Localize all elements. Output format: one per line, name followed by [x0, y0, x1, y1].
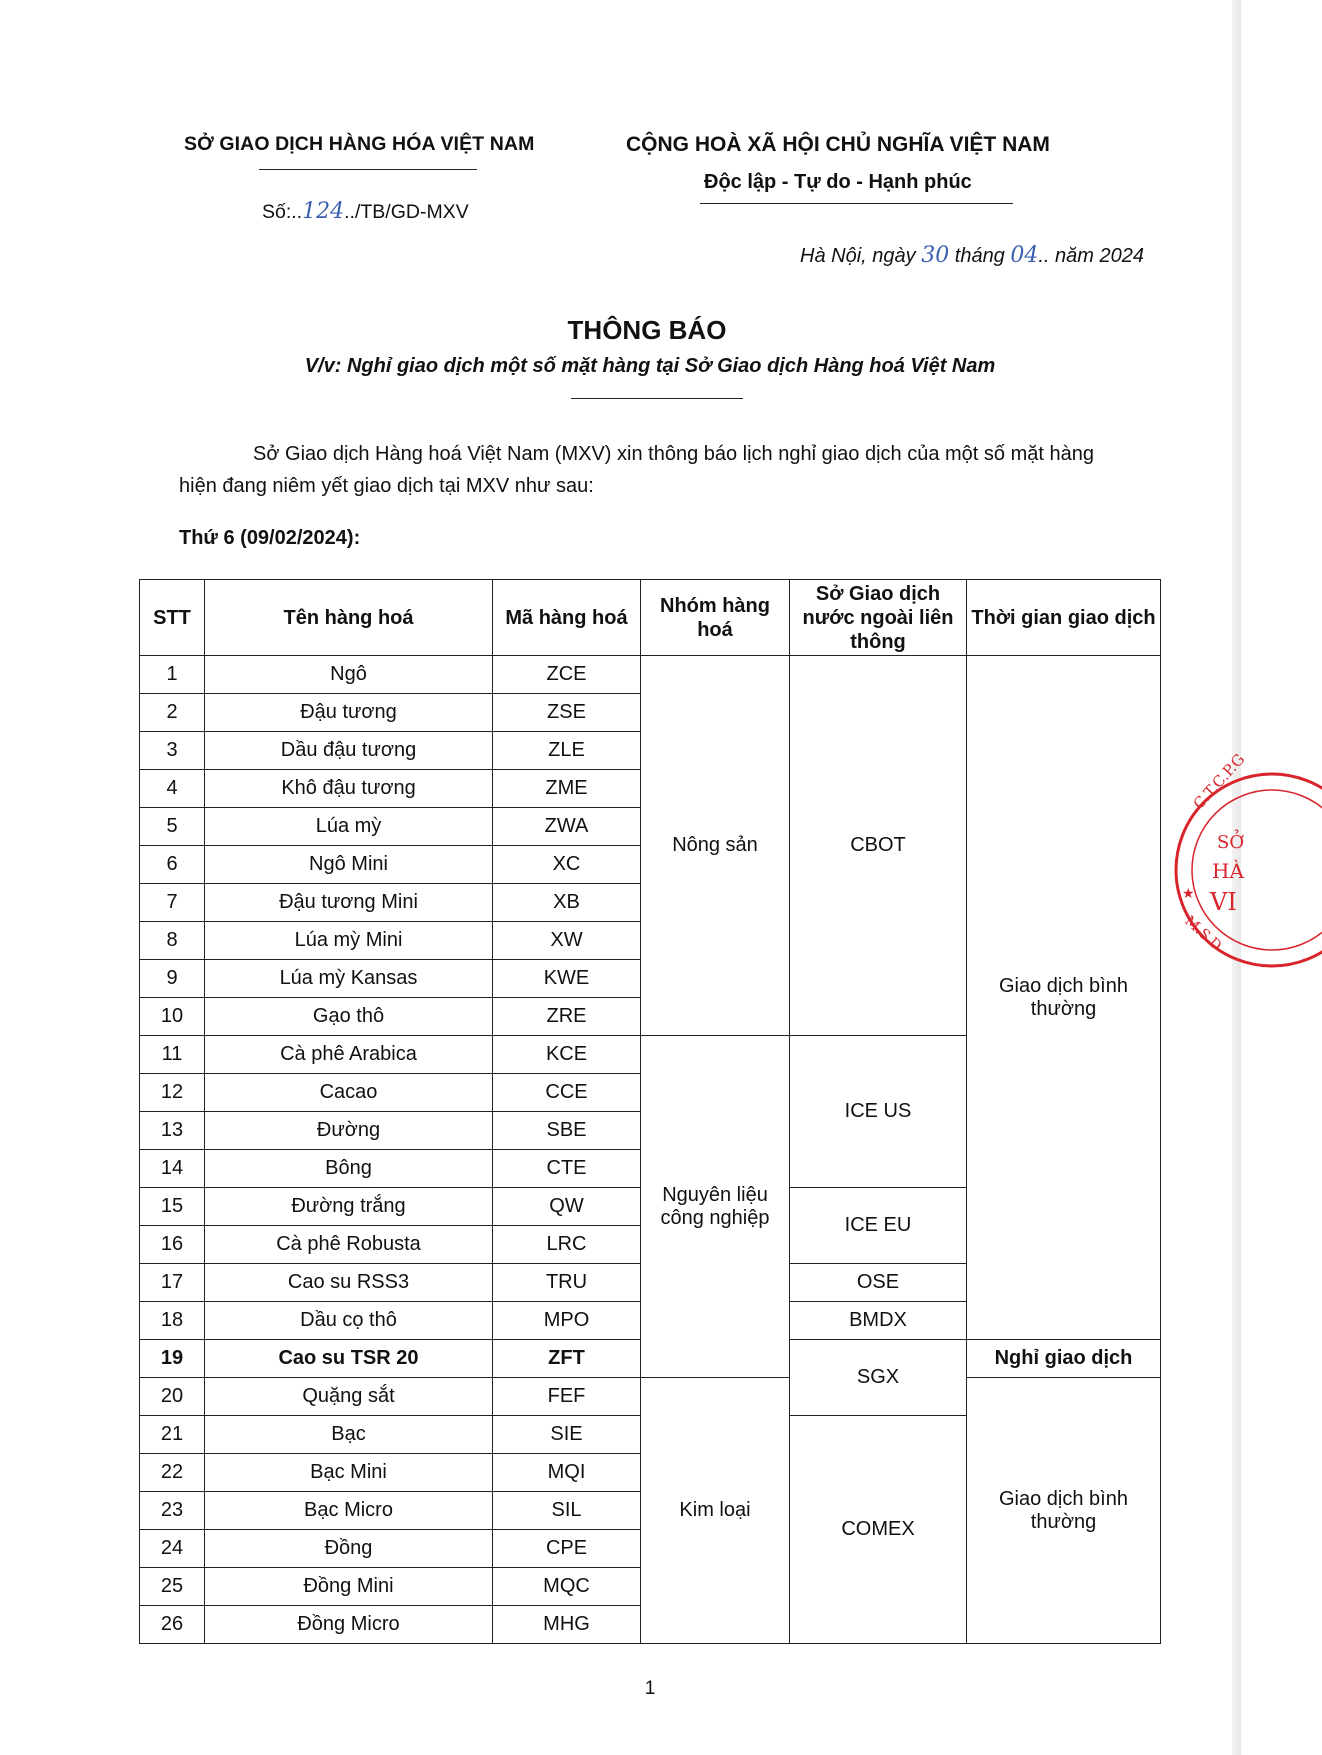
- cell-name: Bông: [205, 1150, 493, 1188]
- table-row: [140, 1378, 1161, 1416]
- cell-stt: 11: [140, 1036, 205, 1074]
- cell-group-metals: Kim loại: [641, 1378, 790, 1644]
- cell-code: SIL: [493, 1492, 641, 1530]
- cell-exchange-cbot: CBOT: [790, 656, 967, 1036]
- cell-name: Gạo thô: [205, 998, 493, 1036]
- cell-code: TRU: [493, 1264, 641, 1302]
- cell-name: Cao su TSR 20: [205, 1340, 493, 1378]
- header-trading-time: Thời gian giao dịch: [967, 580, 1161, 656]
- cell-stt: 14: [140, 1150, 205, 1188]
- cell-code: QW: [493, 1188, 641, 1226]
- cell-exchange-bmdx: BMDX: [790, 1302, 967, 1340]
- cell-name: Cacao: [205, 1074, 493, 1112]
- cell-name: Cà phê Arabica: [205, 1036, 493, 1074]
- document-subject: V/v: Nghỉ giao dịch một số mặt hàng tại Sở Giao dịch Hàng hoá Việt Nam: [304, 355, 996, 377]
- cell-code: CTE: [493, 1150, 641, 1188]
- cell-code: ZCE: [493, 656, 641, 694]
- cell-stt: 13: [140, 1112, 205, 1150]
- cell-name: Ngô Mini: [205, 846, 493, 884]
- cell-name: Đậu tương Mini: [205, 884, 493, 922]
- date-month-handwritten: 04: [1010, 243, 1039, 268]
- country-name: CỘNG HOÀ XÃ HỘI CHỦ NGHĨA VIỆT NAM: [626, 133, 1050, 156]
- cell-exchange-comex: COMEX: [790, 1416, 967, 1644]
- cell-name: Cao su RSS3: [205, 1264, 493, 1302]
- cell-code: ZME: [493, 770, 641, 808]
- doc-number-suffix: ../TB/GD-MXV: [344, 201, 469, 223]
- cell-code: SBE: [493, 1112, 641, 1150]
- cell-exchange-ose: OSE: [790, 1264, 967, 1302]
- cell-stt: 8: [140, 922, 205, 960]
- cell-name: Dầu cọ thô: [205, 1302, 493, 1340]
- seal-text-bottom: M.S.D: [1181, 913, 1225, 955]
- cell-code: MPO: [493, 1302, 641, 1340]
- organization-name: SỞ GIAO DỊCH HÀNG HÓA VIỆT NAM: [184, 133, 535, 155]
- cell-exchange-ice-eu: ICE EU: [790, 1188, 967, 1264]
- cell-stt: 4: [140, 770, 205, 808]
- cell-name: Lúa mỳ: [205, 808, 493, 846]
- cell-name: Đường trắng: [205, 1188, 493, 1226]
- cell-code: KWE: [493, 960, 641, 998]
- cell-name: Lúa mỳ Kansas: [205, 960, 493, 998]
- cell-name: Đậu tương: [205, 694, 493, 732]
- seal-text-line2: HÀ: [1212, 859, 1244, 883]
- cell-code: ZRE: [493, 998, 641, 1036]
- seal-text-top: C.T.C.P.G: [1189, 750, 1249, 813]
- cell-stt: 20: [140, 1378, 205, 1416]
- cell-code: SIE: [493, 1416, 641, 1454]
- cell-name: Đồng Micro: [205, 1606, 493, 1644]
- cell-stt: 12: [140, 1074, 205, 1112]
- page-number: 1: [644, 1678, 656, 1699]
- section-heading: Thứ 6 (09/02/2024):: [179, 527, 361, 549]
- cell-name: Dầu đậu tương: [205, 732, 493, 770]
- cell-stt: 21: [140, 1416, 205, 1454]
- cell-stt: 15: [140, 1188, 205, 1226]
- cell-code: XB: [493, 884, 641, 922]
- cell-code: CPE: [493, 1530, 641, 1568]
- header-stt: STT: [140, 580, 205, 656]
- header-group: Nhóm hàng hoá: [641, 580, 790, 656]
- cell-trading-normal-1: Giao dịch bình thường: [967, 656, 1161, 1340]
- table-row: [140, 656, 1161, 694]
- cell-code: MQI: [493, 1454, 641, 1492]
- cell-name: Lúa mỳ Mini: [205, 922, 493, 960]
- cell-name: Quặng sắt: [205, 1378, 493, 1416]
- cell-code: ZLE: [493, 732, 641, 770]
- cell-code: FEF: [493, 1378, 641, 1416]
- date-middle: tháng: [949, 245, 1011, 267]
- cell-stt: 17: [140, 1264, 205, 1302]
- header-name: Tên hàng hoá: [205, 580, 493, 656]
- cell-stt: 2: [140, 694, 205, 732]
- cell-exchange-ice-us: ICE US: [790, 1036, 967, 1188]
- cell-exchange-sgx: SGX: [790, 1340, 967, 1416]
- cell-name: Khô đậu tương: [205, 770, 493, 808]
- cell-stt: 19: [140, 1340, 205, 1378]
- cell-name: Bạc Micro: [205, 1492, 493, 1530]
- cell-stt: 10: [140, 998, 205, 1036]
- cell-code: MQC: [493, 1568, 641, 1606]
- organization-underline: [259, 169, 477, 170]
- cell-stt: 22: [140, 1454, 205, 1492]
- cell-stt: 5: [140, 808, 205, 846]
- cell-code: XC: [493, 846, 641, 884]
- cell-name: Bạc Mini: [205, 1454, 493, 1492]
- cell-stt: 24: [140, 1530, 205, 1568]
- cell-code: MHG: [493, 1606, 641, 1644]
- header-exchange: Sở Giao dịch nước ngoài liên thông: [790, 580, 967, 656]
- cell-stt: 6: [140, 846, 205, 884]
- cell-stt: 1: [140, 656, 205, 694]
- cell-code: CCE: [493, 1074, 641, 1112]
- cell-stt: 18: [140, 1302, 205, 1340]
- cell-code: ZFT: [493, 1340, 641, 1378]
- cell-code: ZSE: [493, 694, 641, 732]
- document-title: THÔNG BÁO: [567, 315, 727, 345]
- cell-stt: 23: [140, 1492, 205, 1530]
- company-seal: [1162, 750, 1322, 970]
- cell-trading-normal-2: Giao dịch bình thường: [967, 1378, 1161, 1644]
- cell-group-agri: Nông sản: [641, 656, 790, 1036]
- cell-code: KCE: [493, 1036, 641, 1074]
- national-motto: Độc lập - Tự do - Hạnh phúc: [704, 171, 972, 193]
- cell-stt: 25: [140, 1568, 205, 1606]
- cell-stt: 3: [140, 732, 205, 770]
- subject-underline: [571, 398, 743, 399]
- motto-underline: [700, 203, 1013, 204]
- cell-name: Ngô: [205, 656, 493, 694]
- trading-schedule-table: [139, 579, 1161, 1644]
- cell-stt: 26: [140, 1606, 205, 1644]
- intro-paragraph: Sở Giao dịch Hàng hoá Việt Nam (MXV) xin thông báo lịch nghỉ giao dịch của một số mặt hàng hiện đang niêm yết giao dịch tại MXV như sau:: [179, 443, 1094, 497]
- cell-name: Đồng Mini: [205, 1568, 493, 1606]
- cell-name: Đường: [205, 1112, 493, 1150]
- cell-stt: 7: [140, 884, 205, 922]
- date-prefix: Hà Nội, ngày: [800, 245, 922, 267]
- cell-name: Bạc: [205, 1416, 493, 1454]
- cell-code: XW: [493, 922, 641, 960]
- cell-name: Đồng: [205, 1530, 493, 1568]
- document-number: [262, 199, 469, 224]
- cell-trading-closed: Nghỉ giao dịch: [967, 1340, 1161, 1378]
- date-suffix: .. năm 2024: [1038, 245, 1144, 267]
- cell-stt: 16: [140, 1226, 205, 1264]
- document-date: [800, 243, 1144, 268]
- seal-text-line1: SỞ: [1217, 832, 1245, 853]
- doc-number-prefix: Số:..: [262, 201, 303, 223]
- seal-star-icon: ★: [1182, 885, 1195, 901]
- cell-group-industrial: Nguyên liệu công nghiệp: [641, 1036, 790, 1378]
- table-header-row: [140, 580, 1161, 656]
- date-day-handwritten: 30: [921, 243, 950, 268]
- seal-text-line3: VI: [1210, 888, 1237, 916]
- cell-stt: 9: [140, 960, 205, 998]
- doc-number-handwritten: 124: [302, 199, 345, 224]
- header-code: Mã hàng hoá: [493, 580, 641, 656]
- cell-code: ZWA: [493, 808, 641, 846]
- cell-name: Cà phê Robusta: [205, 1226, 493, 1264]
- cell-code: LRC: [493, 1226, 641, 1264]
